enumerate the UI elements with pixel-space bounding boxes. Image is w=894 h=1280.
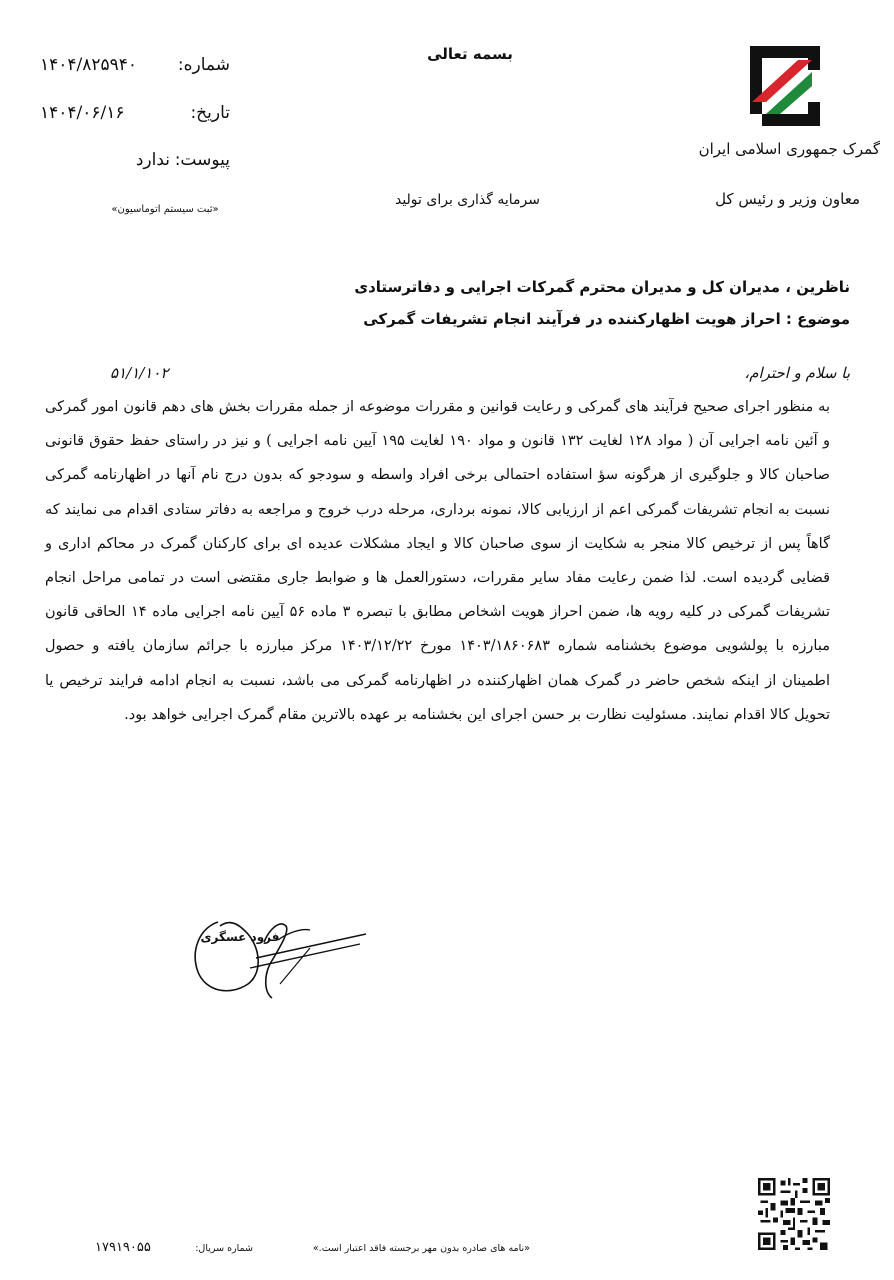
automation-registration-note: «ثبت سیستم اتوماسیون» bbox=[111, 204, 219, 215]
qr-code-icon[interactable] bbox=[758, 1178, 830, 1250]
letter-number-value: ۱۴۰۴/۸۲۵۹۴۰ bbox=[40, 55, 138, 75]
subject-line: موضوع : احراز هویت اظهارکننده در فرآیند انجام تشریفات گمرکی bbox=[363, 310, 850, 328]
reference-code: ۵۱/۱/۱۰۲ bbox=[110, 364, 169, 382]
organization-name: گمرک جمهوری اسلامی ایران bbox=[698, 140, 880, 158]
addressee-line: ناظرین ، مدیران کل و مدیران محترم گمرکات اجرایی و دفاترستادی bbox=[354, 278, 850, 296]
letter-date-value: ۱۴۰۴/۰۶/۱۶ bbox=[40, 103, 125, 123]
letter-date-label: تاریخ: bbox=[190, 103, 230, 123]
attachment-row bbox=[40, 150, 230, 178]
handwritten-signature bbox=[160, 880, 380, 1010]
bismillah-heading: بسمه تعالی bbox=[427, 45, 513, 63]
attachment-value: ندارد bbox=[135, 150, 170, 170]
greeting: با سلام و احترام، bbox=[744, 364, 850, 382]
footer-validity-note: «نامه های صادره بدون مهر برجسته فاقد اعتبار است.» bbox=[312, 1243, 530, 1254]
slogan: سرمایه گذاری برای تولید bbox=[394, 192, 540, 208]
serial-number-value: ۱۷۹۱۹۰۵۵ bbox=[95, 1240, 151, 1255]
serial-number-label: شماره سریال: bbox=[195, 1243, 253, 1254]
customs-logo-icon bbox=[742, 40, 828, 132]
attachment-label: پیوست: bbox=[174, 150, 230, 170]
signatory-name: فرود عسگری bbox=[200, 930, 280, 944]
letter-number-label: شماره: bbox=[177, 55, 230, 75]
deputy-title: معاون وزیر و رئیس کل bbox=[715, 190, 860, 208]
letter-date-row bbox=[40, 103, 230, 131]
letter-body: به منظور اجرای صحیح فرآیند های گمرکی و رعایت قوانین و مقررات موضوعه از جمله مقررات بخش های دهم قانون امور گمرکی و آئین نامه اجرایی آن ( مواد ۱۲۸ لغایت ۱۳۲ قانون و مواد ۱۹۰ لغایت ۱۹۵ آیین نامه اجرایی ) و نیز در راستای حفظ حقوق قانونی صاحبان کالا و جلوگیری از هرگونه سؤ استفاده احتمالی برخی افراد واسطه و سودجو که بدون درج نام آنها در اظهارنامه گمرکی نسبت به انجام تشریفات گمرکی اعم از ارزیابی کالا، نمونه برداری، مرحله درب خروج و مراجعه به دفاتر ستادی اقدام می نمایند که گاهاً پس از ترخیص کالا منجر به شکایت از سوی صاحبان کالا و ایجاد مشکلات عدیده ای برای کارکنان گمرک در محاکم اداری و قضایی گردیده است. لذا ضمن رعایت مفاد سایر مقررات، دستورالعمل ها و ضوابط جاری مقتضی است در تمامی مراحل انجام تشریفات گمرکی در کلیه رویه ها، ضمن احراز هویت اشخاص مطابق با تبصره ۳ ماده ۵۶ آیین نامه اجرایی ماده ۱۴ الحاقی قانون مبارزه با پولشویی موضوع بخشنامه شماره ۱۴۰۳/۱۸۶۰۶۸۳ مورخ ۱۴۰۳/۱۲/۲۲ مرکز مبارزه با جرائم سازمان یافته و حصول اطمینان از اینکه شخص حاضر در گمرک همان اظهارکننده در اظهارنامه گمرکی می باشد، نسبت به انجام ادامه فرایند ترخیص یا تحویل کالا اقدام نمایند. مسئولیت نظارت بر حسن اجرای این بخشنامه بر عهده بالاترین مقام گمرک اجرایی خواهد بود. bbox=[45, 399, 831, 723]
letter-number-row bbox=[40, 55, 230, 83]
